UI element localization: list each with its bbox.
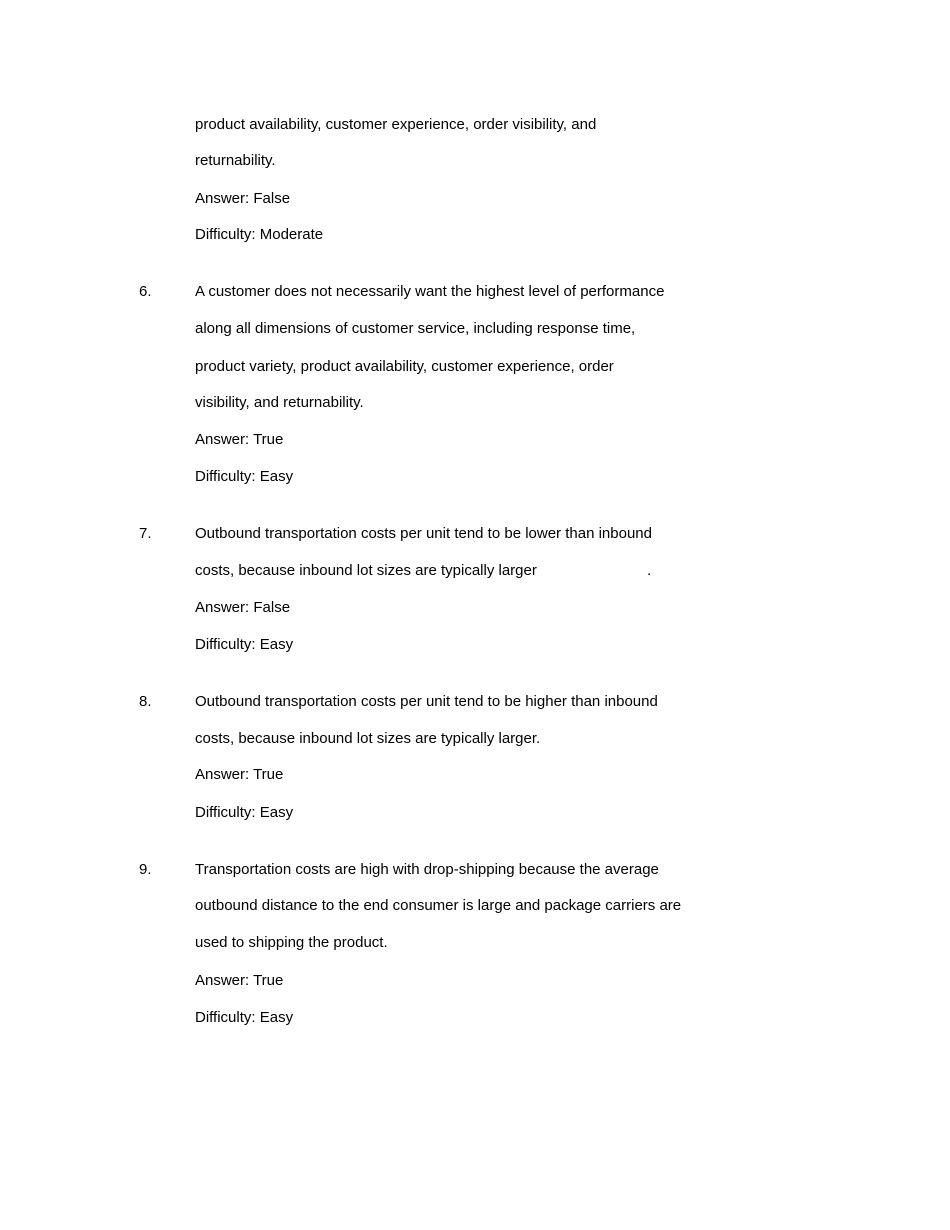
question-9-line-3: used to shipping the product. xyxy=(195,934,388,951)
continued-difficulty: Difficulty: Moderate xyxy=(195,226,324,243)
question-6-line-4: visibility, and returnability. xyxy=(195,394,364,411)
question-6-difficulty: Difficulty: Easy xyxy=(195,468,294,485)
question-6-line-2: along all dimensions of customer service, including response time, xyxy=(195,320,636,337)
question-7-answer: Answer: False xyxy=(195,599,291,616)
question-7-trailing-period: . xyxy=(647,562,652,579)
continued-line-1: product availability, customer experience, order visibility, and xyxy=(195,116,597,133)
question-6-line-3: product variety, product availability, customer experience, order xyxy=(195,358,614,375)
question-7-line-2: costs, because inbound lot sizes are typically larger xyxy=(195,562,537,579)
question-8-answer: Answer: True xyxy=(195,766,284,783)
question-6-line-1: A customer does not necessarily want the highest level of performance xyxy=(195,283,665,300)
continued-line-2: returnability. xyxy=(195,152,276,169)
continued-answer: Answer: False xyxy=(195,190,291,207)
question-6-number: 6. xyxy=(139,283,152,300)
question-6-answer: Answer: True xyxy=(195,431,284,448)
question-9-difficulty: Difficulty: Easy xyxy=(195,1009,294,1026)
question-8-line-1: Outbound transportation costs per unit tend to be higher than inbound xyxy=(195,693,658,710)
question-9-number: 9. xyxy=(139,861,152,878)
question-9-line-2: outbound distance to the end consumer is large and package carriers are xyxy=(195,897,682,914)
question-8-line-2: costs, because inbound lot sizes are typically larger. xyxy=(195,730,541,747)
question-9-line-1: Transportation costs are high with drop-shipping because the average xyxy=(195,861,659,878)
question-7-difficulty: Difficulty: Easy xyxy=(195,636,294,653)
question-7-line-1: Outbound transportation costs per unit tend to be lower than inbound xyxy=(195,525,652,542)
question-9-answer: Answer: True xyxy=(195,972,284,989)
question-7-number: 7. xyxy=(139,525,152,542)
question-8-difficulty: Difficulty: Easy xyxy=(195,804,294,821)
question-8-number: 8. xyxy=(139,693,152,710)
